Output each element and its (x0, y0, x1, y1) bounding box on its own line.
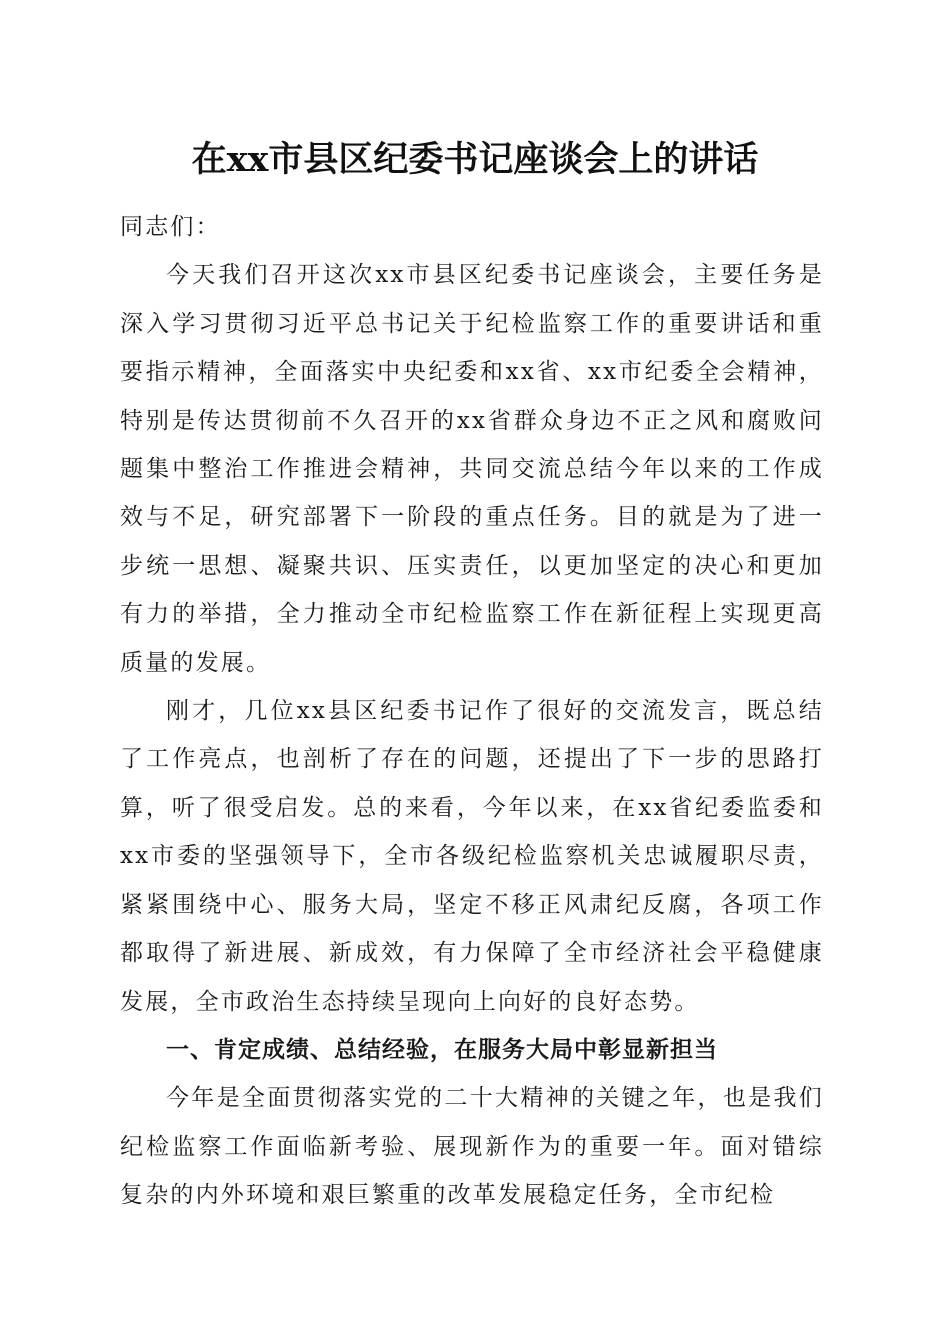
body-paragraph-1: 今天我们召开这次xx市县区纪委书记座谈会，主要任务是深入学习贯彻习近平总书记关于纪检监察工作的重要讲话和重要指示精神，全面落实中央纪委和xx省、xx市纪委全会精神，特别是传达贯彻前不久召开的xx省群众身边不正之风和腐败问题集中整治工作推进会精神，共同交流总结今年以来的工作成效与不足，研究部署下一阶段的重点任务。目的就是为了进一步统一思想、凝聚共识、压实责任，以更加坚定的决心和更加有力的举措，全力推动全市纪检监察工作在新征程上实现更高质量的发展。 (120, 262, 824, 676)
salutation: 同志们： (120, 214, 221, 240)
document-title: 在xx市县区纪委书记座谈会上的讲话 (191, 139, 759, 180)
body-paragraph-2: 刚才，几位xx县区纪委书记作了很好的交流发言，既总结了工作亮点，也剖析了存在的问题，还提出了下一步的思路打算，听了很受启发。总的来看，今年以来，在xx省纪委监委和xx市委的坚强领导下，全市各级纪检监察机关忠诚履职尽责，紧紧围绕中心、服务大局，坚定不移正风肃纪反腐，各项工作都取得了新进展、新成效，有力保障了全市经济社会平稳健康发展，全市政治生态持续呈现向上向好的良好态势。 (120, 698, 824, 1015)
section-heading-1: 一、肯定成绩、总结经验，在服务大局中彰显新担当 (166, 1036, 718, 1063)
document-body (120, 203, 824, 1220)
section-paragraph-1: 今年是全面贯彻落实党的二十大精神的关键之年，也是我们纪检监察工作面临新考验、展现新作为的重要一年。面对错综复杂的内外环境和艰巨繁重的改革发展稳定任务，全市纪检 (120, 1085, 824, 1209)
